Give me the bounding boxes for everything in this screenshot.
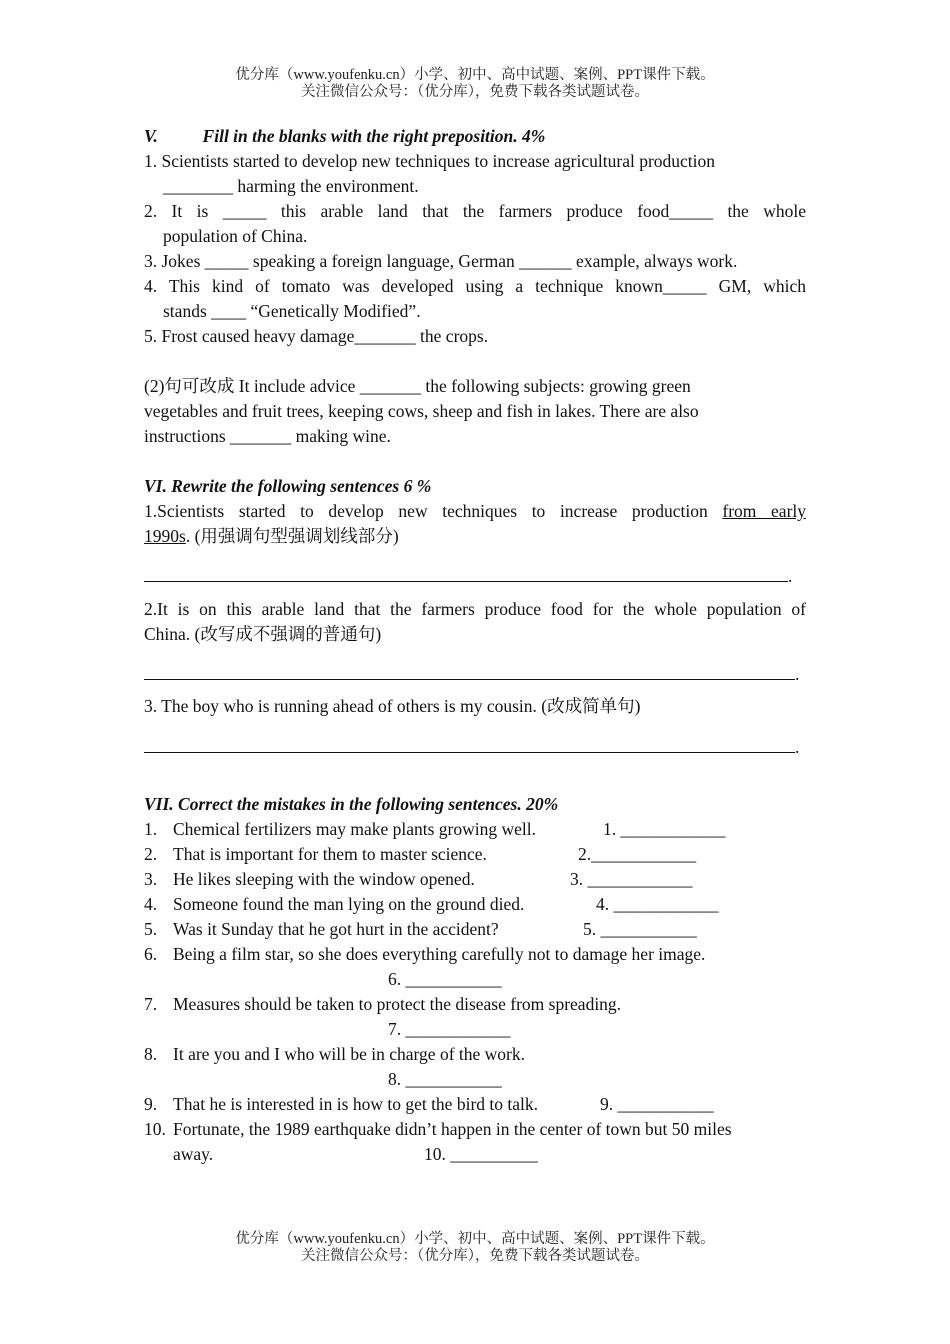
s7-answer-6[interactable]: 6. ___________ xyxy=(388,969,502,989)
s7-item-2: 2. That is important for them to master science. xyxy=(144,844,487,864)
header-line-1: 优分库（www.youfenku.cn）小学、初中、高中试题、案例、PPT课件下载。 xyxy=(235,67,715,83)
s6-q3-answer-line[interactable]: . xyxy=(144,734,799,760)
s7-item-5: 5. Was it Sunday that he got hurt in the accident? xyxy=(144,919,499,939)
s6-q3: 3. The boy who is running ahead of others is my cousin. (改成简单句) xyxy=(144,696,641,716)
s6-q1-text: 1.Scientists started to develop new techniques to increase production xyxy=(144,501,723,521)
page-header xyxy=(0,67,950,101)
s7-item-3: 3. He likes sleeping with the window opened. xyxy=(144,869,475,889)
s7-answer-2[interactable]: 2.____________ xyxy=(578,844,697,864)
header-line-2: 关注微信公众号：（优分库），免费下载各类试题试卷。 xyxy=(301,84,649,100)
s7-answer-3[interactable]: 3. ____________ xyxy=(570,869,693,889)
s6-q1-line1 xyxy=(144,499,806,524)
s6-q2-line2: China. (改写成不强调的普通句) xyxy=(144,624,382,644)
section-6-heading: VI. Rewrite the following sentences 6 % xyxy=(144,476,432,496)
s6-q1-answer-line[interactable]: . xyxy=(144,563,792,589)
s7-item-10: 10. Fortunate, the 1989 earthquake didn’t happen in the center of town but 50 miles xyxy=(144,1119,732,1139)
footer-line-2: 关注微信公众号：（优分库），免费下载各类试题试卷。 xyxy=(301,1248,649,1264)
section-5-title: Fill in the blanks with the right preposition. 4% xyxy=(202,126,546,146)
s6-q1-line2 xyxy=(144,524,399,549)
section-7-heading: VII. Correct the mistakes in the following sentences. 20% xyxy=(144,794,559,814)
s7-answer-5[interactable]: 5. ___________ xyxy=(583,919,697,939)
s7-answer-4[interactable]: 4. ____________ xyxy=(596,894,719,914)
s7-item-9: 9. That he is interested in is how to get the bird to talk. xyxy=(144,1094,538,1114)
s7-answer-1[interactable]: 1. ____________ xyxy=(603,819,726,839)
s7-item-4: 4. Someone found the man lying on the ground died. xyxy=(144,894,525,914)
s6-q1-underlined-1: from early xyxy=(722,501,807,521)
section-5-number: V. xyxy=(144,126,158,146)
s5-q1-line2: ________ harming the environment. xyxy=(163,176,419,196)
s7-item-8: 8. It are you and I who will be in charge of the work. xyxy=(144,1044,525,1064)
s5-q4-line1: 4. This kind of tomato was developed using a technique known_____ GM, which xyxy=(144,276,806,296)
s5-passage-line2: vegetables and fruit trees, keeping cows, sheep and fish in lakes. There are also xyxy=(144,401,699,421)
s6-q1-instruction: . (用强调句型强调划线部分) xyxy=(185,526,399,546)
s7-item-6: 6. Being a film star, so she does everything carefully not to damage her image. xyxy=(144,944,706,964)
s6-q2-line1: 2.It is on this arable land that the farmers produce food for the whole population of xyxy=(144,599,806,619)
s7-answer-7[interactable]: 7. ____________ xyxy=(388,1019,511,1039)
s5-passage-line3: instructions _______ making wine. xyxy=(144,426,391,446)
s5-q2-line1: 2. It is _____ this arable land that the farmers produce food_____ the whole xyxy=(144,201,806,221)
s5-q1-line1: 1. Scientists started to develop new techniques to increase agricultural production xyxy=(144,151,716,171)
s5-q4-line2: stands ____ “Genetically Modified”. xyxy=(163,301,421,321)
s7-answer-10[interactable]: 10. __________ xyxy=(424,1144,538,1164)
page-footer xyxy=(0,1231,950,1265)
s6-q1-underlined-2: 1990s xyxy=(144,526,186,546)
footer-line-1: 优分库（www.youfenku.cn）小学、初中、高中试题、案例、PPT课件下载。 xyxy=(235,1231,715,1247)
s7-item-7: 7. Measures should be taken to protect the disease from spreading. xyxy=(144,994,622,1014)
s7-item-1: 1. Chemical fertilizers may make plants growing well. xyxy=(144,819,537,839)
s5-passage-line1: (2)句可改成 It include advice _______ the following subjects: growing green xyxy=(144,376,691,396)
s6-q2-answer-line[interactable]: . xyxy=(144,661,799,687)
s5-q5: 5. Frost caused heavy damage_______ the crops. xyxy=(144,326,489,346)
s7-item-10-line2: away. xyxy=(173,1144,214,1164)
section-5-heading xyxy=(144,124,545,149)
s7-answer-8[interactable]: 8. ___________ xyxy=(388,1069,502,1089)
s7-answer-9[interactable]: 9. ___________ xyxy=(600,1094,714,1114)
s5-q3: 3. Jokes _____ speaking a foreign language, German ______ example, always work. xyxy=(144,251,738,271)
s5-q2-line2: population of China. xyxy=(163,226,308,246)
